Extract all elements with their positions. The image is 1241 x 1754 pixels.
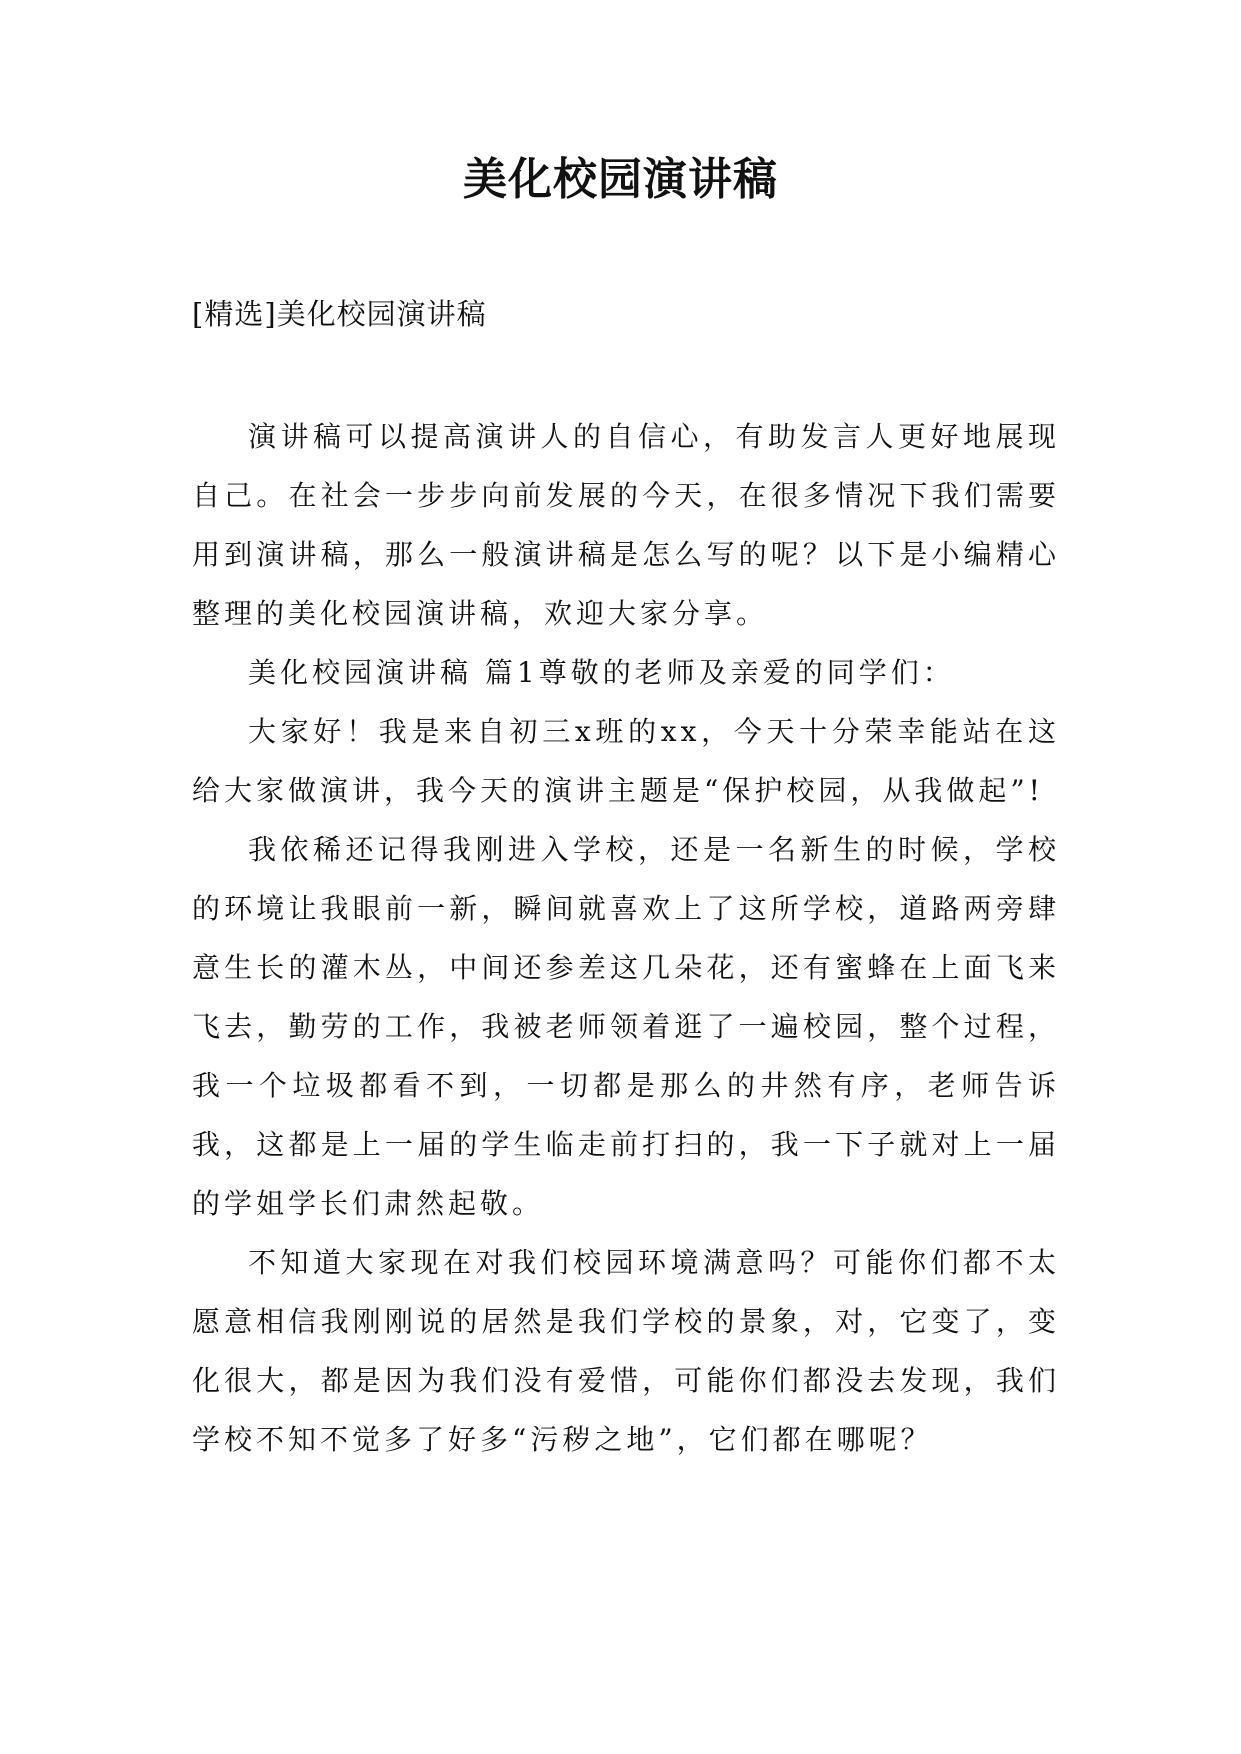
paragraph-greeting: 大家好！我是来自初三x班的xx，今天十分荣幸能站在这给大家做演讲，我今天的演讲主题是“保护校园，从我做起”! xyxy=(192,715,1060,807)
paragraph-question: 不知道大家现在对我们校园环境满意吗？可能你们都不太愿意相信我刚刚说的居然是我们学校的景象，对，它变了，变化很大，都是因为我们没有爱惜，可能你们都没去发现，我们学校不知不觉多了好多“污秽之地”，它们都在哪呢？ xyxy=(192,1246,1060,1456)
paragraph-memory: 我依稀还记得我刚进入学校，还是一名新生的时候，学校的环境让我眼前一新，瞬间就喜欢上了这所学校，道路两旁肆意生长的灌木丛，中间还参差这几朵花，还有蜜蜂在上面飞来飞去，勤劳的工作，我被老师领着逛了一遍校园，整个过程，我一个垃圾都看不到，一切都是那么的井然有序，老师告诉我，这都是上一届的学生临走前打扫的，我一下子就对上一届的学姐学长们肃然起敬。 xyxy=(192,833,1060,1220)
paragraph-salutation: 美化校园演讲稿 篇1尊敬的老师及亲爱的同学们： xyxy=(248,656,955,689)
document-subtitle: [精选]美化校园演讲稿 xyxy=(192,297,487,331)
document-title: 美化校园演讲稿 xyxy=(463,154,778,205)
document-body xyxy=(192,407,1060,1469)
paragraph-intro: 演讲稿可以提高演讲人的自信心，有助发言人更好地展现自己。在社会一步步向前发展的今天，在很多情况下我们需要用到演讲稿，那么一般演讲稿是怎么写的呢？以下是小编精心整理的美化校园演讲稿，欢迎大家分享。 xyxy=(192,420,1060,630)
